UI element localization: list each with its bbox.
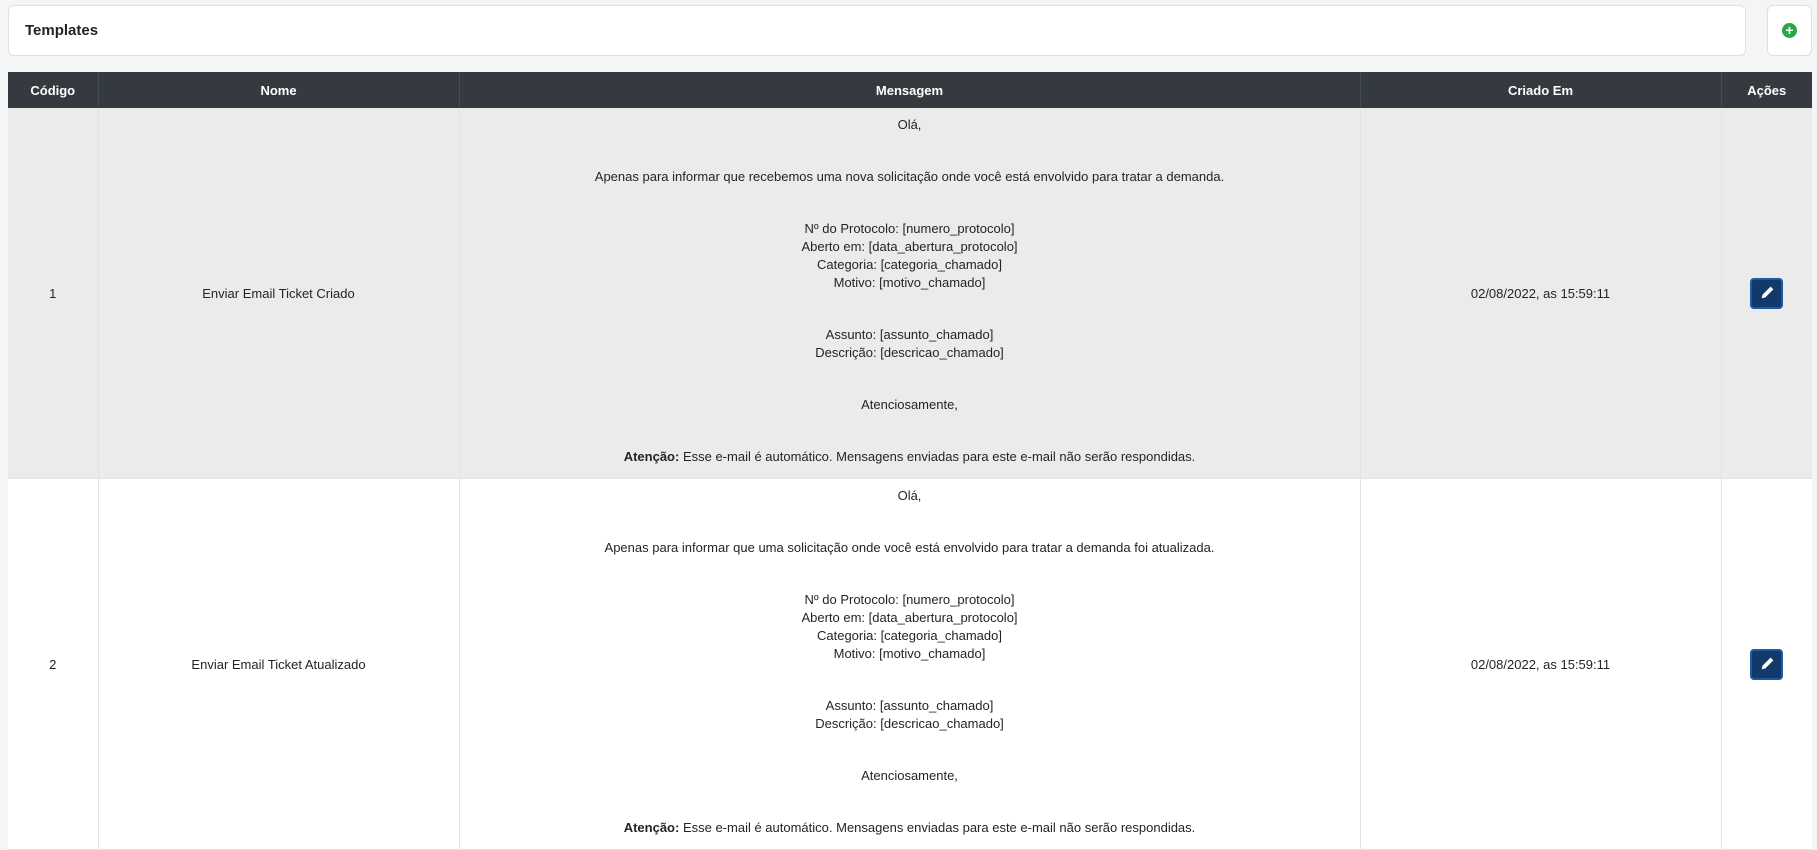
message-closing: Atenciosamente, <box>861 397 958 412</box>
add-template-button[interactable] <box>1767 5 1812 56</box>
message-category: Categoria: [categoria_chamado] <box>816 257 1002 272</box>
templates-table <box>8 72 1812 850</box>
pencil-icon <box>1760 657 1774 671</box>
message-protocol: Nº do Protocolo: [numero_protocolo] <box>804 592 1015 607</box>
column-header-created[interactable]: Criado Em <box>1360 72 1721 108</box>
edit-button[interactable] <box>1750 278 1783 309</box>
cell-code: 1 <box>8 108 98 479</box>
message-greeting: Olá, <box>897 117 922 132</box>
message-warning-label: Atenção: <box>623 449 680 464</box>
column-header-message[interactable]: Mensagem <box>459 72 1360 108</box>
message-category: Categoria: [categoria_chamado] <box>816 628 1002 643</box>
cell-code: 2 <box>8 479 98 850</box>
table-row <box>8 479 1812 850</box>
message-warning-text: Esse e-mail é automático. Mensagens enviadas para este e-mail não serão respondidas. <box>679 449 1196 464</box>
message-description: Descrição: [descricao_chamado] <box>815 345 1004 360</box>
message-intro: Apenas para informar que recebemos uma nova solicitação onde você está envolvido para tratar a demanda. <box>594 169 1225 184</box>
table-header-row <box>8 72 1812 108</box>
cell-actions <box>1721 479 1812 850</box>
message-closing: Atenciosamente, <box>861 768 958 783</box>
message-protocol: Nº do Protocolo: [numero_protocolo] <box>804 221 1015 236</box>
message-subject: Assunto: [assunto_chamado] <box>825 698 994 713</box>
cell-created: 02/08/2022, as 15:59:11 <box>1360 108 1721 479</box>
cell-message <box>459 479 1360 850</box>
message-warning <box>460 448 1360 466</box>
message-greeting: Olá, <box>897 488 922 503</box>
message-opened: Aberto em: [data_abertura_protocolo] <box>801 239 1018 254</box>
table-row <box>8 108 1812 479</box>
message-reason: Motivo: [motivo_chamado] <box>833 646 986 661</box>
cell-name: Enviar Email Ticket Criado <box>98 108 459 479</box>
message-subject: Assunto: [assunto_chamado] <box>825 327 994 342</box>
page-header <box>8 5 1746 56</box>
cell-name: Enviar Email Ticket Atualizado <box>98 479 459 850</box>
pencil-icon <box>1760 286 1774 300</box>
message-warning-text: Esse e-mail é automático. Mensagens enviadas para este e-mail não serão respondidas. <box>679 820 1196 835</box>
message-warning <box>460 819 1360 837</box>
message-reason: Motivo: [motivo_chamado] <box>833 275 986 290</box>
cell-message <box>459 108 1360 479</box>
message-opened: Aberto em: [data_abertura_protocolo] <box>801 610 1018 625</box>
cell-created: 02/08/2022, as 15:59:11 <box>1360 479 1721 850</box>
column-header-actions: Ações <box>1721 72 1812 108</box>
cell-actions <box>1721 108 1812 479</box>
message-intro: Apenas para informar que uma solicitação onde você está envolvido para tratar a demanda foi atualizada. <box>604 540 1215 555</box>
plus-circle-icon: + <box>1782 23 1797 38</box>
message-description: Descrição: [descricao_chamado] <box>815 716 1004 731</box>
edit-button[interactable] <box>1750 649 1783 680</box>
message-warning-label: Atenção: <box>623 820 680 835</box>
column-header-code[interactable]: Código <box>8 72 98 108</box>
page-title: Templates <box>25 22 99 39</box>
column-header-name[interactable]: Nome <box>98 72 459 108</box>
